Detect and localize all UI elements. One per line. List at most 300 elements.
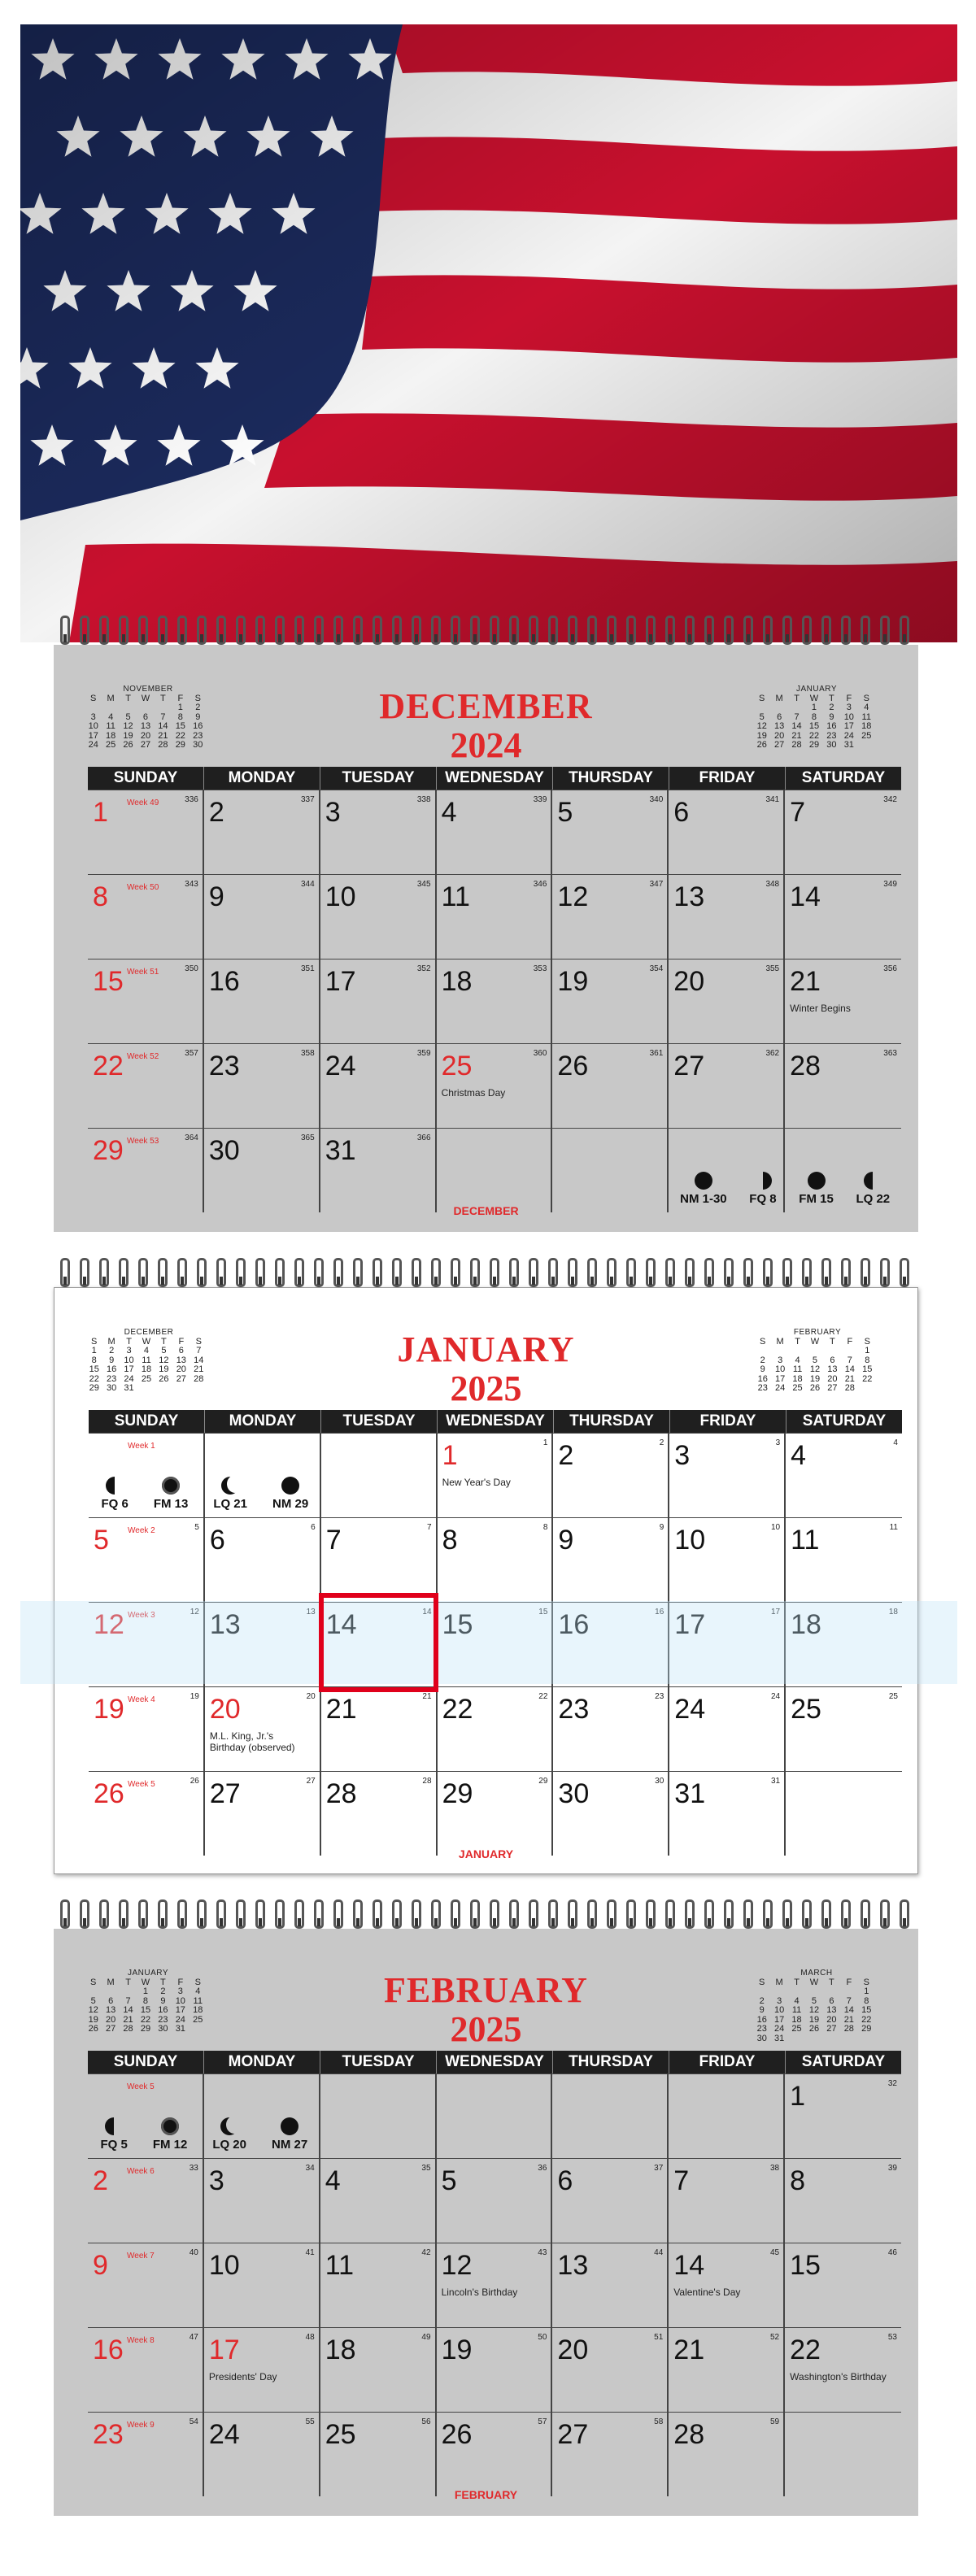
week-number: Week 4 — [128, 1695, 155, 1704]
moon-phases — [88, 2117, 320, 2152]
day-cell-31[interactable] — [320, 1128, 437, 1212]
mini-day: 19 — [809, 1373, 821, 1384]
moon-phase — [749, 1172, 776, 1206]
mini-day: 17 — [124, 1364, 134, 1375]
selected-day-marker[interactable] — [319, 1593, 438, 1692]
day-cell-26[interactable] — [89, 1771, 205, 1856]
day-number: 14 — [325, 1609, 357, 1640]
day-number: 23 — [208, 1051, 240, 1081]
day-of-year: 35 — [421, 2164, 431, 2173]
mini-day: 2 — [759, 1995, 765, 2006]
day-number: 22 — [442, 1694, 473, 1725]
mini-day: 1 — [91, 1346, 97, 1356]
day-cell-13[interactable] — [552, 2243, 669, 2327]
day-cell-17[interactable] — [320, 959, 437, 1043]
mini-day: 22 — [140, 2014, 151, 2025]
mini-weekday: F — [846, 1977, 852, 1987]
mini-day: 15 — [175, 721, 185, 732]
day-cell-20[interactable] — [552, 2327, 669, 2412]
day-cell-21[interactable] — [321, 1686, 438, 1771]
binding-ring — [568, 616, 577, 645]
mini-day: 23 — [826, 730, 837, 741]
moon-phase-label: LQ 21 — [213, 1497, 247, 1511]
day-cell-26[interactable] — [437, 2412, 553, 2496]
empty-cell — [321, 1433, 438, 1517]
day-of-year: 2 — [659, 1438, 664, 1447]
day-cell-2[interactable] — [553, 1433, 669, 1517]
day-of-year: 50 — [538, 2333, 547, 2342]
day-number: 17 — [208, 2334, 240, 2365]
day-number: 1 — [790, 2081, 806, 2112]
mini-day: 5 — [759, 711, 765, 722]
binding-ring — [900, 1899, 909, 1929]
mini-day — [102, 1987, 119, 1997]
mini-day: 5 — [90, 1995, 96, 2006]
day-of-year: 46 — [887, 2248, 897, 2257]
day-cell-7[interactable] — [785, 790, 901, 874]
day-of-year: 351 — [301, 964, 315, 973]
mini-weekday: T — [829, 693, 834, 703]
holiday-label: Winter Begins — [790, 1003, 851, 1014]
day-cell-8[interactable] — [438, 1517, 554, 1602]
binding-ring — [138, 1899, 148, 1929]
binding-ring — [548, 1899, 558, 1929]
mini-day: 17 — [774, 2014, 785, 2025]
binding-ring — [197, 1899, 207, 1929]
day-number: 24 — [208, 2419, 240, 2450]
mini-day — [190, 1384, 207, 1394]
mini-day — [770, 1987, 787, 1997]
holiday-label: Christmas Day — [441, 1087, 506, 1099]
mini-day: 19 — [123, 730, 133, 741]
day-cell-6[interactable] — [669, 790, 785, 874]
day-cell-24[interactable] — [204, 2412, 320, 2496]
day-of-year: 55 — [305, 2417, 315, 2426]
mini-calendar-week — [754, 1365, 876, 1375]
new-moon-icon — [695, 1172, 712, 1190]
weekday-saturday: SATURDAY — [801, 2053, 886, 2070]
mini-calendar-weekdays — [753, 1978, 875, 1988]
day-cell-31[interactable] — [669, 1771, 786, 1856]
day-cell-16[interactable] — [204, 959, 320, 1043]
day-cell-23[interactable] — [204, 1043, 320, 1128]
week-number: Week 7 — [127, 2252, 155, 2261]
mini-day: 24 — [774, 2024, 785, 2034]
mini-calendar-title: FEBRUARY — [793, 1328, 842, 1337]
day-cell-10[interactable] — [204, 2243, 320, 2327]
year-label: 2025 — [450, 1368, 522, 1408]
mini-day: 21 — [843, 2014, 854, 2025]
mini-day: 7 — [125, 1995, 131, 2006]
mini-weekday: S — [90, 1977, 97, 1987]
day-cell-5[interactable] — [552, 790, 669, 874]
day-number: 4 — [441, 797, 457, 828]
day-cell-4[interactable] — [437, 790, 553, 874]
day-of-year: 33 — [189, 2164, 198, 2173]
mini-day: 8 — [865, 1355, 870, 1365]
binding-ring — [333, 616, 343, 645]
day-cell-24[interactable] — [320, 1043, 437, 1128]
day-number: 3 — [325, 797, 341, 828]
day-cell-11[interactable] — [786, 1517, 902, 1602]
day-cell-4[interactable] — [786, 1433, 902, 1517]
binding-ring — [900, 1258, 909, 1287]
day-cell-5[interactable] — [437, 2158, 553, 2243]
mini-day — [823, 2034, 840, 2044]
mini-day: 15 — [140, 2005, 151, 2016]
day-number: 28 — [790, 1051, 821, 1081]
mini-day — [754, 1347, 771, 1356]
day-cell-15[interactable] — [438, 1602, 554, 1686]
new-moon-icon — [281, 2117, 298, 2135]
mini-day: 28 — [791, 740, 802, 751]
day-cell-30[interactable] — [553, 1771, 669, 1856]
day-cell-7[interactable] — [669, 2158, 785, 2243]
day-cell-3[interactable] — [204, 2158, 320, 2243]
day-cell-27[interactable] — [669, 1043, 785, 1128]
first-quarter-icon — [105, 2117, 123, 2135]
day-cell-29[interactable] — [88, 1128, 204, 1212]
mini-day: 21 — [123, 2014, 133, 2025]
day-cell-20[interactable] — [669, 959, 785, 1043]
mini-day: 9 — [829, 711, 834, 722]
mini-calendar-grid — [85, 1978, 207, 2034]
day-cell-25[interactable] — [320, 2412, 437, 2496]
day-cell-23[interactable] — [88, 2412, 204, 2496]
day-cell-21[interactable] — [669, 2327, 785, 2412]
mini-calendar-grid — [754, 1338, 876, 1394]
mini-calendar-january — [83, 1969, 213, 2034]
day-cell-1[interactable] — [88, 790, 204, 874]
moon-phase-label: FM 12 — [152, 2138, 188, 2152]
day-cell-28[interactable] — [669, 2412, 785, 2496]
day-cell-8[interactable] — [785, 2158, 901, 2243]
day-cell-3[interactable] — [320, 790, 437, 874]
day-cell-10[interactable] — [320, 874, 437, 959]
day-cell-24[interactable] — [669, 1686, 786, 1771]
day-cell-16[interactable] — [553, 1602, 669, 1686]
mini-day: 2 — [160, 1986, 166, 1997]
mini-calendar-title: MARCH — [800, 1969, 833, 1978]
day-number: 10 — [325, 881, 356, 912]
mini-calendar-title: JANUARY — [128, 1969, 168, 1978]
mini-day: 26 — [809, 1383, 821, 1394]
mini-day: 23 — [107, 1373, 117, 1384]
day-number: 16 — [558, 1609, 590, 1640]
mini-day: 26 — [808, 2024, 820, 2034]
mini-day: 8 — [811, 711, 817, 722]
day-of-year: 4 — [893, 1438, 898, 1447]
moon-phase-label: LQ 20 — [212, 2138, 246, 2152]
day-cell-29[interactable] — [438, 1771, 554, 1856]
weekday-header — [88, 2051, 901, 2073]
binding-ring — [607, 1258, 617, 1287]
mini-weekday: F — [178, 1336, 185, 1347]
binding-ring — [60, 1899, 70, 1929]
mini-day: 6 — [777, 711, 782, 722]
mini-weekday: S — [759, 1977, 765, 1987]
day-cell-11[interactable] — [320, 2243, 437, 2327]
mini-day: 1 — [864, 1986, 869, 1997]
holiday-label: Lincoln's Birthday — [441, 2287, 518, 2298]
day-number: 31 — [674, 1778, 706, 1809]
mini-day: 9 — [195, 711, 201, 722]
mini-day: 11 — [792, 1364, 803, 1375]
binding-ring — [782, 1899, 792, 1929]
mini-calendar-weekdays — [85, 694, 207, 704]
mini-day: 12 — [159, 1355, 169, 1365]
day-cell-25[interactable] — [786, 1686, 902, 1771]
empty-cell — [88, 2073, 308, 2158]
day-cell-16[interactable] — [88, 2327, 204, 2412]
mini-day: 30 — [756, 2033, 767, 2043]
day-cell-17[interactable] — [669, 1602, 786, 1686]
mini-weekday: S — [194, 1977, 201, 1987]
mini-day: 21 — [158, 730, 168, 741]
day-cell-12[interactable] — [552, 874, 669, 959]
mini-day: 28 — [844, 1383, 855, 1394]
day-cell-19[interactable] — [552, 959, 669, 1043]
mini-day: 5 — [811, 1995, 817, 2006]
binding-ring — [353, 616, 363, 645]
day-number: 26 — [94, 1778, 124, 1809]
day-cell-9[interactable] — [204, 874, 320, 959]
mini-weekday: F — [847, 1336, 853, 1347]
mini-calendar-week — [85, 1987, 207, 1997]
mini-day — [85, 703, 102, 713]
mini-day: 14 — [843, 2005, 854, 2016]
week-number: Week 50 — [127, 883, 159, 892]
mini-day: 7 — [794, 711, 800, 722]
day-cell-14[interactable] — [669, 2243, 785, 2327]
mini-day — [841, 1347, 858, 1356]
mini-day: 30 — [193, 740, 203, 751]
day-number: 1 — [93, 797, 108, 828]
mini-day: 6 — [142, 711, 149, 722]
binding-ring — [763, 616, 773, 645]
mini-day: 21 — [194, 1364, 204, 1375]
day-of-year: 48 — [305, 2333, 315, 2342]
day-of-year: 45 — [770, 2248, 780, 2257]
day-cell-6[interactable] — [205, 1517, 321, 1602]
day-cell-27[interactable] — [205, 1771, 321, 1856]
december-calendar — [54, 645, 918, 1232]
mini-day: 5 — [161, 1346, 167, 1356]
day-cell-30[interactable] — [204, 1128, 320, 1212]
day-number: 15 — [790, 2250, 821, 2281]
day-number: 9 — [93, 2250, 108, 2281]
weekday-tuesday: TUESDAY — [320, 767, 437, 790]
day-number: 25 — [441, 1051, 473, 1081]
mini-day — [120, 703, 137, 713]
mini-weekday: W — [809, 693, 819, 703]
day-cell-7[interactable] — [321, 1517, 438, 1602]
day-cell-8[interactable] — [88, 874, 204, 959]
day-cell-4[interactable] — [320, 2158, 437, 2243]
mini-day: 26 — [88, 2024, 98, 2034]
day-of-year: 44 — [654, 2248, 664, 2257]
mini-day: 12 — [756, 721, 767, 732]
mini-day: 18 — [792, 1373, 803, 1384]
day-number: 28 — [673, 2419, 705, 2450]
mini-day: 14 — [791, 721, 802, 732]
binding-ring — [60, 1258, 70, 1287]
day-cell-28[interactable] — [785, 1043, 901, 1128]
month-name: DECEMBER — [379, 686, 593, 726]
mini-day — [137, 1384, 155, 1394]
mini-day: 27 — [827, 1383, 838, 1394]
day-cell-22[interactable] — [438, 1686, 554, 1771]
mini-day — [770, 703, 787, 713]
day-cell-10[interactable] — [669, 1517, 786, 1602]
day-number: 4 — [325, 2165, 341, 2196]
binding-ring — [704, 1899, 714, 1929]
day-cell-5[interactable] — [89, 1517, 205, 1602]
day-cell-23[interactable] — [553, 1686, 669, 1771]
day-number: 12 — [441, 2250, 473, 2281]
day-cell-26[interactable] — [552, 1043, 669, 1128]
mini-day: 15 — [862, 1364, 873, 1375]
day-number: 8 — [442, 1525, 458, 1556]
day-of-year: 22 — [538, 1692, 548, 1701]
day-number: 3 — [674, 1440, 691, 1471]
day-cell-18[interactable] — [437, 959, 553, 1043]
week-number: Week 52 — [127, 1052, 159, 1061]
mini-calendar-week — [754, 1347, 876, 1356]
week-number: Week 8 — [127, 2336, 155, 2345]
binding-ring — [80, 616, 89, 645]
mini-day: 14 — [123, 2005, 133, 2016]
binding-ring — [314, 1899, 324, 1929]
day-cell-9[interactable] — [553, 1517, 669, 1602]
binding-ring — [490, 616, 499, 645]
day-of-year: 344 — [301, 880, 315, 889]
binding-ring — [743, 616, 753, 645]
mini-calendar-grid — [753, 1978, 875, 2044]
day-of-year: 12 — [190, 1608, 199, 1617]
mini-day: 7 — [160, 711, 166, 722]
day-of-year: 360 — [533, 1049, 547, 1058]
mini-day: 13 — [774, 721, 785, 732]
mini-day: 18 — [193, 2005, 203, 2016]
binding-ring — [373, 1899, 382, 1929]
binding-ring — [60, 616, 70, 645]
mini-day: 6 — [829, 1995, 834, 2006]
day-cell-9[interactable] — [88, 2243, 204, 2327]
mini-calendar-week — [753, 722, 875, 732]
day-number: 18 — [791, 1609, 821, 1640]
day-cell-18[interactable] — [786, 1602, 902, 1686]
day-cell-28[interactable] — [321, 1771, 438, 1856]
binding-ring — [704, 1258, 714, 1287]
week-number: Week 5 — [128, 1780, 155, 1789]
binding-ring — [314, 616, 324, 645]
day-cell-18[interactable] — [320, 2327, 437, 2412]
mini-day — [859, 1384, 876, 1394]
week-number: Week 49 — [127, 798, 159, 807]
week-number: Week 9 — [127, 2421, 155, 2430]
mini-day: 24 — [175, 2014, 185, 2025]
mini-calendar-weekdays — [754, 1338, 876, 1347]
day-number: 8 — [93, 881, 108, 912]
mini-weekday: T — [126, 1336, 132, 1347]
day-cell-2[interactable] — [204, 790, 320, 874]
mini-day: 4 — [794, 1995, 800, 2006]
day-cell-19[interactable] — [437, 2327, 553, 2412]
binding-ring — [568, 1899, 577, 1929]
day-cell-11[interactable] — [437, 874, 553, 959]
mini-day: 28 — [194, 1373, 204, 1384]
day-number: 5 — [94, 1525, 109, 1556]
day-number: 22 — [93, 1051, 124, 1081]
mini-day: 14 — [194, 1355, 204, 1365]
mini-day: 7 — [846, 1995, 852, 2006]
day-cell-25[interactable] — [437, 1043, 553, 1128]
day-cell-3[interactable] — [669, 1433, 786, 1517]
binding-ring — [763, 1899, 773, 1929]
mini-day: 16 — [107, 1364, 117, 1375]
mini-day: 10 — [175, 1995, 185, 2006]
mini-day: 4 — [795, 1355, 800, 1365]
binding-ring — [177, 1258, 187, 1287]
day-number: 12 — [557, 881, 589, 912]
mini-day: 9 — [160, 1995, 166, 2006]
binding-ring — [529, 616, 538, 645]
binding-ring — [451, 1258, 460, 1287]
binding-ring — [841, 616, 851, 645]
mini-day: 19 — [808, 2014, 820, 2025]
day-cell-12[interactable] — [89, 1602, 205, 1686]
day-cell-13[interactable] — [669, 874, 785, 959]
day-cell-19[interactable] — [89, 1686, 205, 1771]
day-cell-12[interactable] — [437, 2243, 553, 2327]
day-cell-2[interactable] — [88, 2158, 204, 2243]
day-cell-22[interactable] — [785, 2327, 901, 2412]
binding-ring — [470, 1899, 480, 1929]
mini-day: 18 — [141, 1364, 152, 1375]
day-cell-6[interactable] — [552, 2158, 669, 2243]
day-cell-22[interactable] — [88, 1043, 204, 1128]
day-number: 17 — [674, 1609, 706, 1640]
moon-phase — [272, 2117, 307, 2152]
spiral-binding — [54, 1899, 918, 1932]
day-cell-27[interactable] — [552, 2412, 669, 2496]
mini-calendar-week — [754, 1384, 876, 1394]
mini-day: 16 — [756, 2014, 767, 2025]
day-cell-17[interactable] — [204, 2327, 320, 2412]
mini-day: 28 — [158, 740, 168, 751]
weekday-header — [88, 767, 901, 790]
mini-day: 27 — [176, 1373, 186, 1384]
empty-cell — [320, 2073, 437, 2158]
binding-ring — [275, 616, 285, 645]
day-of-year: 346 — [533, 880, 547, 889]
day-cell-1[interactable] — [785, 2073, 901, 2158]
new-moon-icon — [281, 1477, 299, 1495]
day-cell-14[interactable] — [785, 874, 901, 959]
day-cell-21[interactable] — [785, 959, 901, 1043]
mini-day: 9 — [760, 1364, 765, 1375]
mini-day — [788, 2034, 805, 2044]
day-cell-15[interactable] — [785, 2243, 901, 2327]
day-cell-20[interactable] — [205, 1686, 321, 1771]
day-cell-15[interactable] — [88, 959, 204, 1043]
day-number: 2 — [93, 2165, 108, 2196]
mini-day: 29 — [89, 1383, 99, 1394]
day-cell-1[interactable] — [438, 1433, 554, 1517]
day-cell-13[interactable] — [205, 1602, 321, 1686]
week-number: Week 51 — [127, 968, 159, 977]
